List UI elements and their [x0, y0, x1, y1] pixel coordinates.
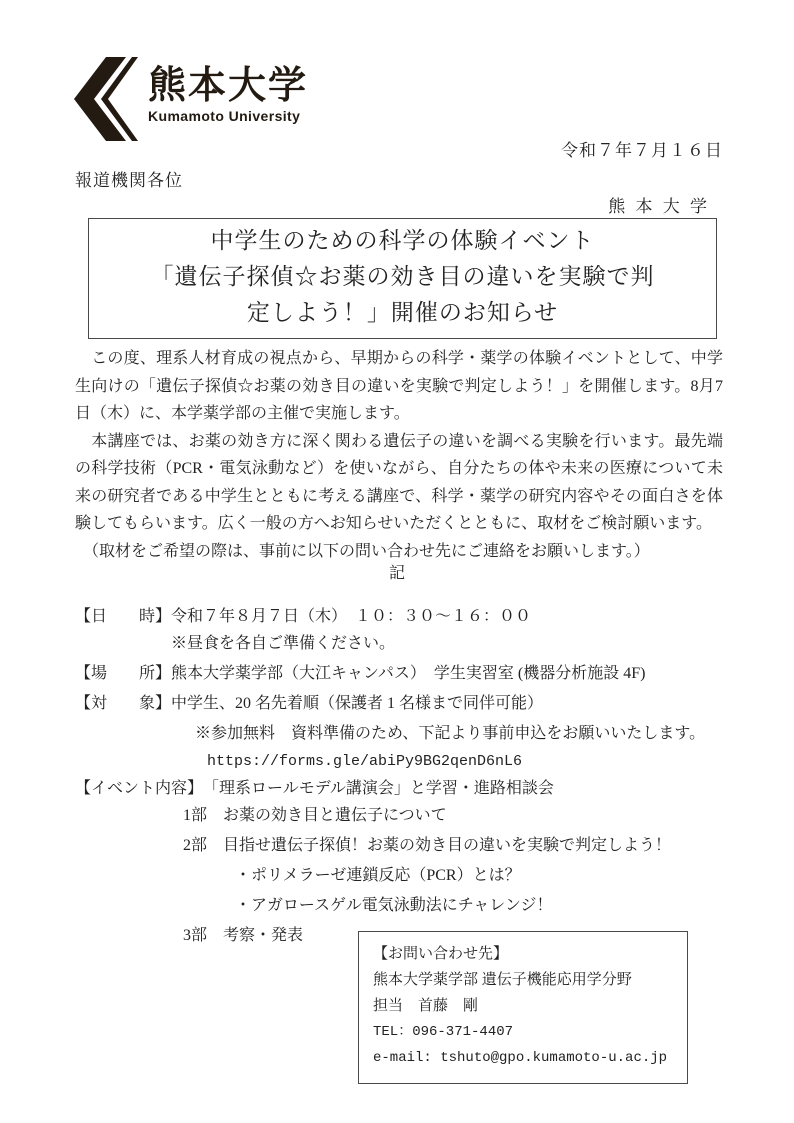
title-line-1: 中学生のための科学の体験イベント — [210, 228, 595, 253]
detail-value-audience: 中学生、20 名先着順（保護者 1 名様まで同伴可能） — [171, 695, 544, 712]
title-box — [88, 218, 717, 339]
detail-row-signup-url — [75, 747, 735, 775]
program-bullet-gel-text: ・アガロースゲル電気泳動法にチャレンジ！ — [235, 897, 553, 914]
contact-person: 担当 首藤 剛 — [373, 998, 479, 1014]
program-part-1 — [75, 802, 735, 829]
contact-email: e-mail: tshuto@gpo.kumamoto-u.ac.jp — [373, 1050, 668, 1066]
event-details — [75, 603, 735, 949]
logo-english: Kumamoto University — [148, 108, 301, 124]
detail-label-program: 【イベント内容】 — [75, 780, 204, 797]
body-paragraph-3: （取材をご希望の際は、事前に以下の問い合わせ先にご連絡をお願いします。） — [75, 542, 650, 560]
contact-heading: 【お問い合わせ先】 — [373, 946, 509, 962]
detail-row-program — [75, 775, 735, 802]
contact-tel: TEL：096-371-4407 — [373, 1024, 514, 1040]
sender-line: 熊 本 大 学 — [608, 197, 710, 216]
kumamoto-chevron-icon — [74, 57, 138, 141]
detail-row-place — [75, 660, 735, 687]
document-date: 令和７年７月１６日 — [561, 141, 723, 160]
program-part-2 — [75, 832, 735, 859]
university-logo — [74, 57, 308, 141]
fee-note: ※参加無料 資料準備のため、下記より事前申込をお願いいたします。 — [195, 725, 706, 742]
signup-form-link[interactable]: https://forms.gle/abiPy9BG2qenD6nL6 — [207, 753, 523, 770]
body-paragraph-2: 本講座では、お薬の効き方に深く関わる遺伝子の違いを調べる実験を行います。最先端の科学技術（PCR・電気泳動など）を使いながら、自分たちの体や未来の医療について未来の研究者である中学生とともに考える講座で、科学・薬学の研究内容やその面白さを体験してもらいます。広く一般の方へお知らせいただくとともに、取材をご検討願います。 — [75, 432, 723, 532]
program-bullet-gel — [75, 892, 735, 919]
detail-label-place: 【場 所】 — [75, 665, 172, 682]
detail-row-fee-note — [75, 720, 735, 747]
detail-label-audience: 【対 象】 — [75, 695, 172, 712]
contact-box — [358, 931, 688, 1084]
body-paragraph-1: この度、理系人材育成の視点から、早期からの科学・薬学の体験イベントとして、中学生向けの「遺伝子探偵☆お薬の効き目の違いを実験で判定しよう！」を開催します。8月7日（木）に、本学薬学部の主催で実施します。 — [75, 350, 723, 422]
recipient-line: 報道機関各位 — [75, 171, 183, 190]
program-part-3-text: 3部 考察・発表 — [183, 927, 304, 944]
detail-row-datetime — [75, 603, 735, 630]
title-line-3: 定しよう！」開催のお知らせ — [246, 300, 559, 325]
detail-value-place: 熊本大学薬学部（大江キャンパス） 学生実習室 (機器分析施設 4F) — [171, 665, 646, 682]
program-part-1-text: 1部 お薬の効き目と遺伝子について — [183, 807, 447, 824]
contact-organization: 熊本大学薬学部 遺伝子機能応用学分野 — [373, 972, 632, 988]
title-line-2: 「遺伝子探偵☆お薬の効き目の違いを実験で判 — [150, 264, 655, 289]
program-part-2-text: 2部 目指せ遺伝子探偵！お薬の効き目の違いを実験で判定しよう！ — [183, 837, 672, 854]
program-bullet-pcr — [75, 862, 735, 889]
lunch-note: ※昼食を各自ご準備ください。 — [171, 635, 396, 652]
detail-value-program: 「理系ロールモデル講演会」と学習・進路相談会 — [203, 780, 554, 797]
detail-row-audience — [75, 690, 735, 717]
body-text — [75, 345, 723, 565]
program-bullet-pcr-text: ・ポリメラーゼ連鎖反応（PCR）とは？ — [235, 867, 521, 884]
logo-kanji: 熊本大学 — [148, 65, 309, 107]
logo-text — [148, 57, 308, 124]
ki-separator: 記 — [388, 565, 405, 582]
detail-label-datetime: 【日 時】 — [75, 608, 172, 625]
detail-row-lunch-note — [75, 630, 735, 657]
detail-value-datetime: 令和７年８月７日（木） １０：３０～１６：００ — [171, 608, 532, 625]
